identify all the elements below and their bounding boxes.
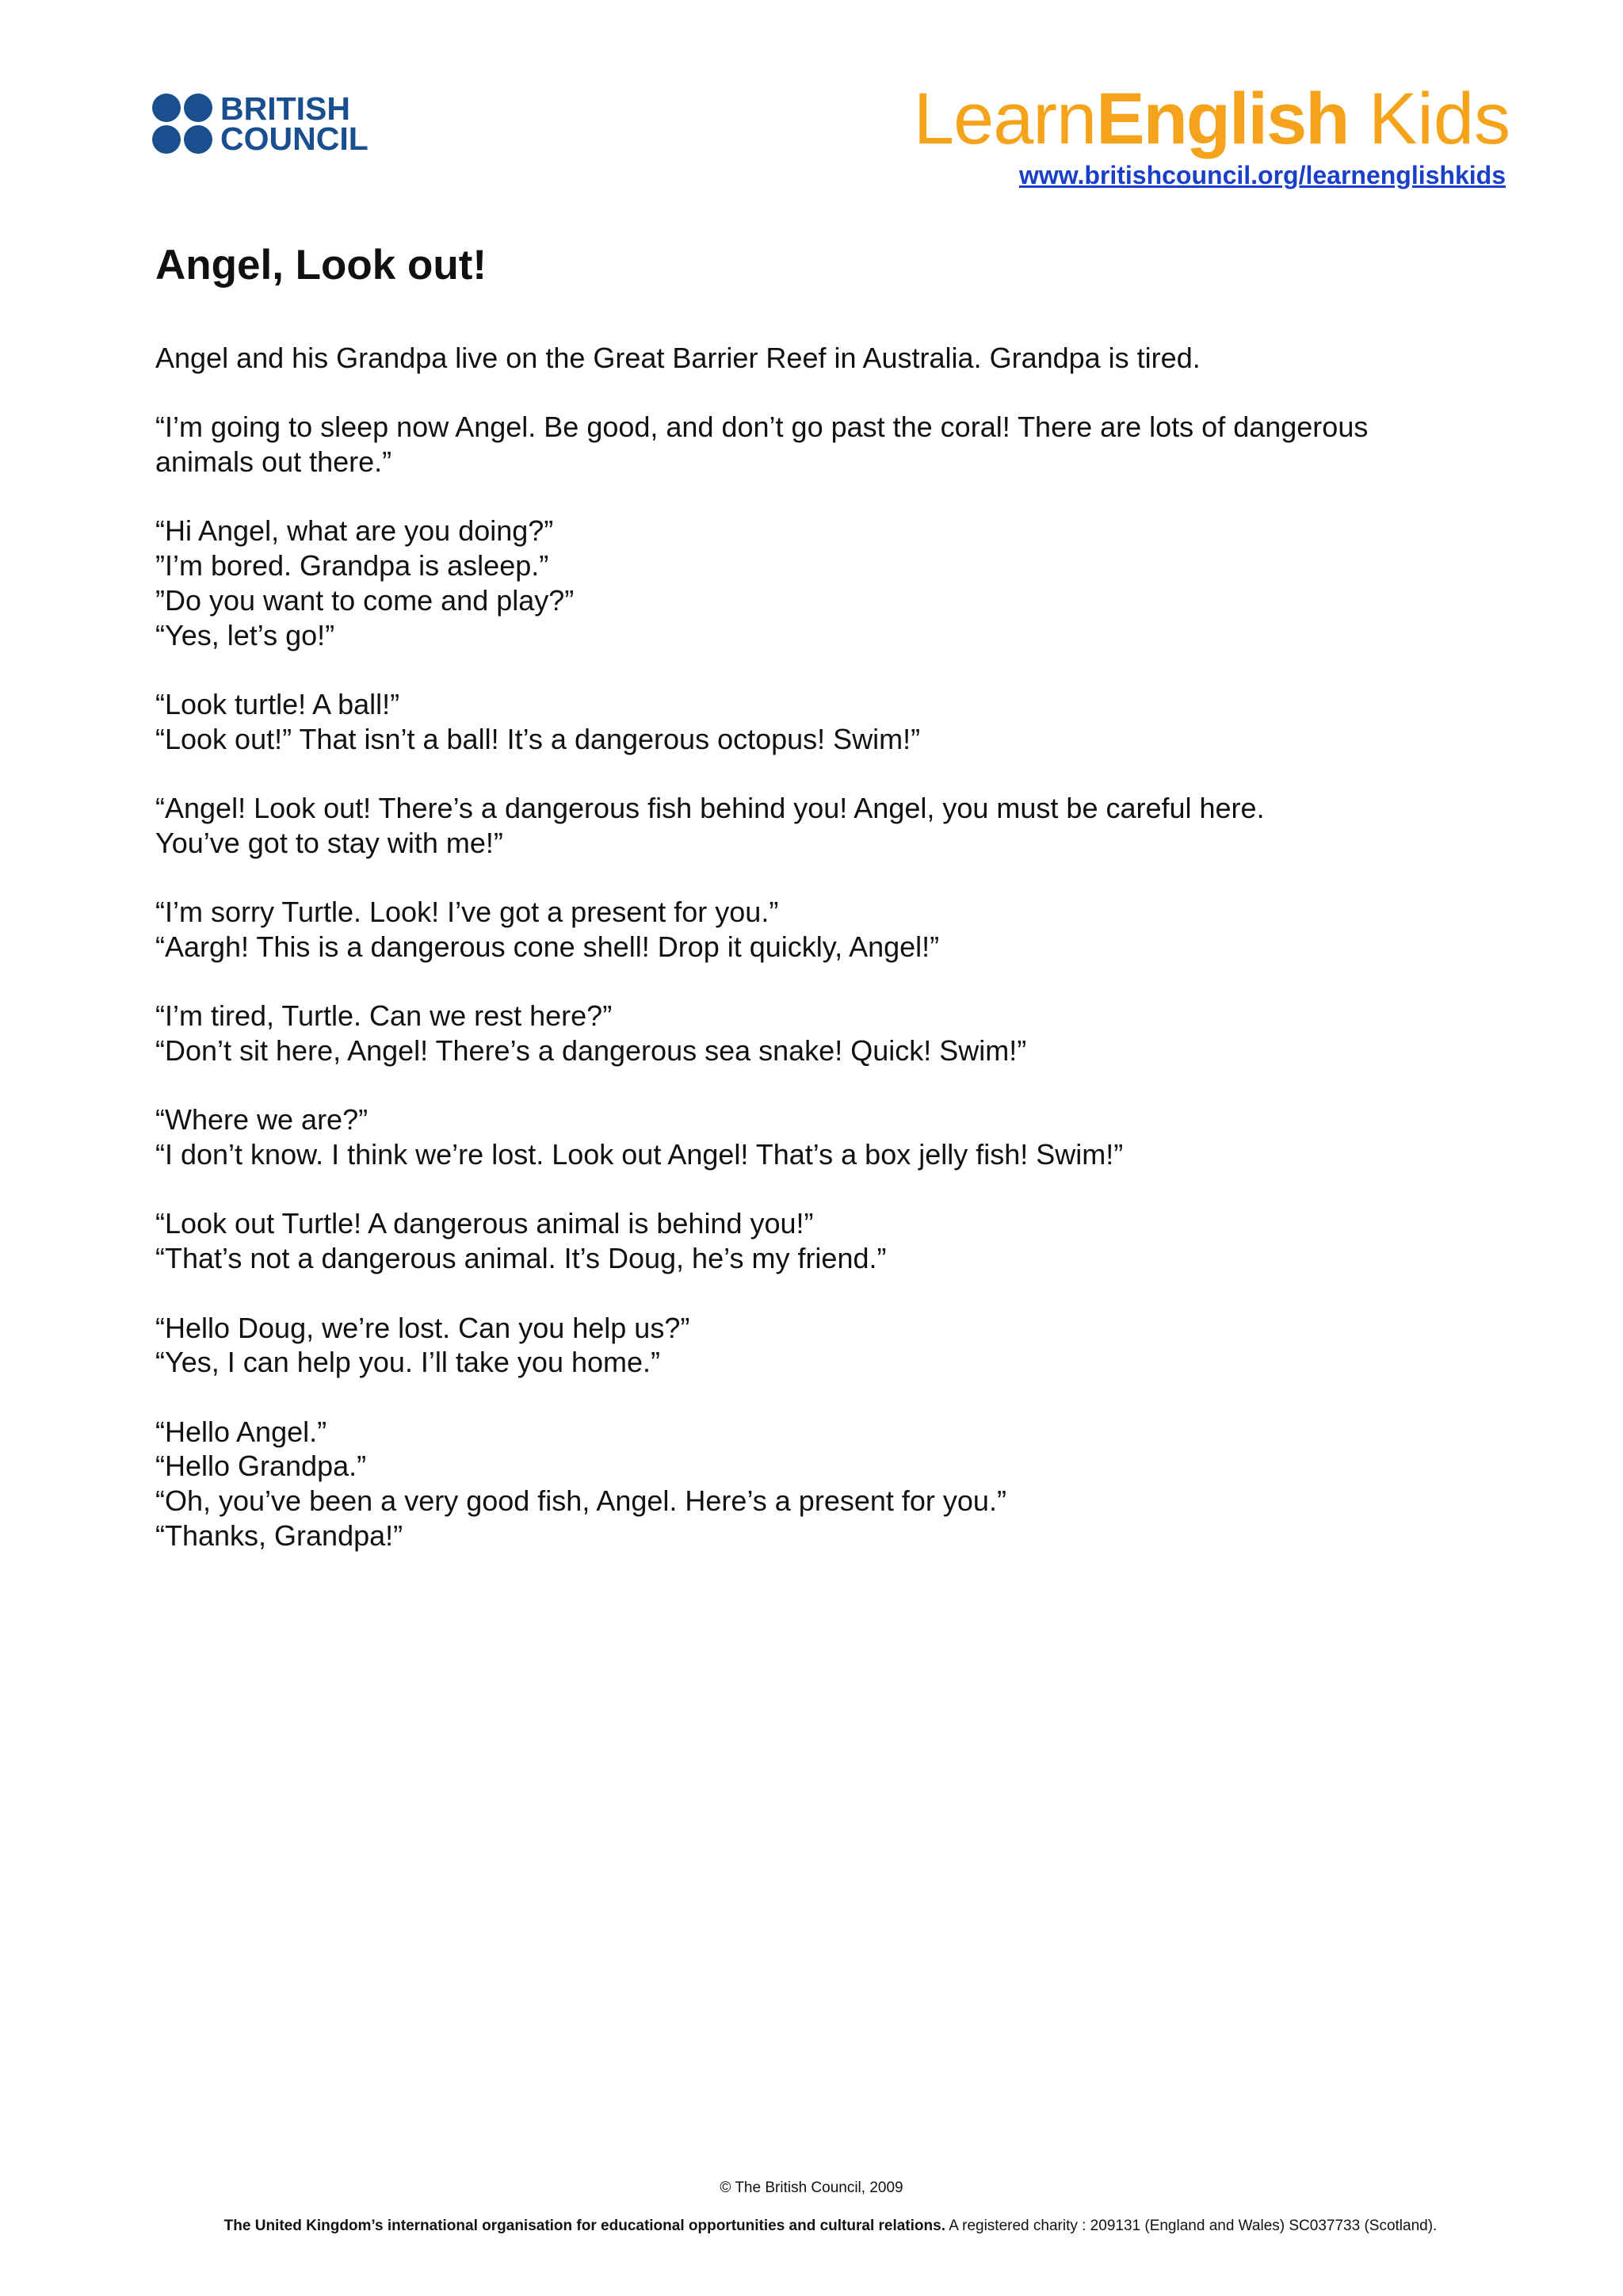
story-line: “Aargh! This is a dangerous cone shell! Drop it quickly, Angel!” bbox=[155, 930, 940, 963]
british-council-wordmark bbox=[220, 90, 369, 157]
story-paragraph bbox=[155, 687, 1487, 756]
story-paragraph bbox=[155, 1415, 1487, 1553]
lek-english: English bbox=[1096, 78, 1349, 159]
story-line: ”Do you want to come and play?” bbox=[155, 583, 575, 617]
lek-learn: Learn bbox=[913, 78, 1097, 159]
copyright-notice: © The British Council, 2009 bbox=[720, 2179, 903, 2196]
lek-kids: Kids bbox=[1348, 78, 1510, 159]
learnenglish-kids-logo bbox=[914, 79, 1510, 159]
british-council-line2: COUNCIL bbox=[220, 120, 369, 157]
story-line: “Look out Turtle! A dangerous animal is behind you!” bbox=[155, 1207, 814, 1240]
story-line: “I’m tired, Turtle. Can we rest here?” bbox=[155, 999, 613, 1033]
story-line: ”I’m bored. Grandpa is asleep.” bbox=[155, 549, 549, 583]
story-line: animals out there.” bbox=[155, 445, 392, 479]
page-title: Angel, Look out! bbox=[155, 242, 487, 288]
story-line: “Oh, you’ve been a very good fish, Angel. Here’s a present for you.” bbox=[155, 1484, 1006, 1518]
footer-tagline-bold: The United Kingdom’s international organisation for educational opportunities and cultural relations. bbox=[223, 2218, 945, 2234]
story-paragraph bbox=[155, 1206, 1487, 1275]
story-line: “Hello Angel.” bbox=[155, 1415, 327, 1448]
story-body bbox=[155, 341, 1487, 1587]
british-council-logo bbox=[152, 90, 369, 157]
story-paragraph bbox=[155, 895, 1487, 964]
story-line: Angel and his Grandpa live on the Great Barrier Reef in Australia. Grandpa is tired. bbox=[155, 342, 1201, 374]
story-paragraph bbox=[155, 410, 1487, 479]
story-paragraph bbox=[155, 791, 1487, 860]
story-paragraph bbox=[155, 999, 1487, 1068]
story-line: “Don’t sit here, Angel! There’s a dangerous sea snake! Quick! Swim!” bbox=[155, 1033, 1027, 1067]
story-paragraph bbox=[155, 1311, 1487, 1380]
story-line: “Where we are?” bbox=[155, 1103, 369, 1137]
story-paragraph bbox=[155, 1102, 1487, 1171]
learnenglishkids-link[interactable]: www.britishcouncil.org/learnenglishkids bbox=[1018, 161, 1506, 189]
story-line: “That’s not a dangerous animal. It’s Doug, he’s my friend.” bbox=[155, 1242, 887, 1275]
story-line: “I’m sorry Turtle. Look! I’ve got a present for you.” bbox=[155, 896, 779, 929]
story-line: “I’m going to sleep now Angel. Be good, and don’t go past the coral! There are lots of dangerous bbox=[155, 411, 1369, 444]
story-paragraph bbox=[155, 341, 1487, 376]
story-line: “Hi Angel, what are you doing?” bbox=[155, 514, 554, 548]
story-line: “Look turtle! A ball!” bbox=[155, 687, 400, 720]
story-line: “I don’t know. I think we’re lost. Look out Angel! That’s a box jelly fish! Swim!” bbox=[155, 1138, 1124, 1171]
story-line: “Angel! Look out! There’s a dangerous fish behind you! Angel, you must be careful here. bbox=[155, 792, 1265, 825]
footer-tagline bbox=[0, 2218, 1623, 2235]
british-council-dots-icon bbox=[152, 94, 212, 154]
story-line: You’ve got to stay with me!” bbox=[155, 826, 503, 859]
story-line: “Look out!” That isn’t a ball! It’s a dangerous octopus! Swim!” bbox=[155, 722, 921, 755]
story-line: “Hello Doug, we’re lost. Can you help us?” bbox=[155, 1311, 690, 1344]
story-line: “Hello Grandpa.” bbox=[155, 1450, 367, 1483]
story-line: “Yes, let’s go!” bbox=[155, 618, 335, 651]
british-council-line1: BRITISH bbox=[220, 90, 350, 127]
story-paragraph bbox=[155, 514, 1487, 652]
footer-charity-info: A registered charity : 209131 (England and Wales) SC037733 (Scotland). bbox=[945, 2218, 1438, 2234]
story-line: “Thanks, Grandpa!” bbox=[155, 1519, 403, 1552]
story-line: “Yes, I can help you. I’ll take you home.” bbox=[155, 1346, 661, 1379]
